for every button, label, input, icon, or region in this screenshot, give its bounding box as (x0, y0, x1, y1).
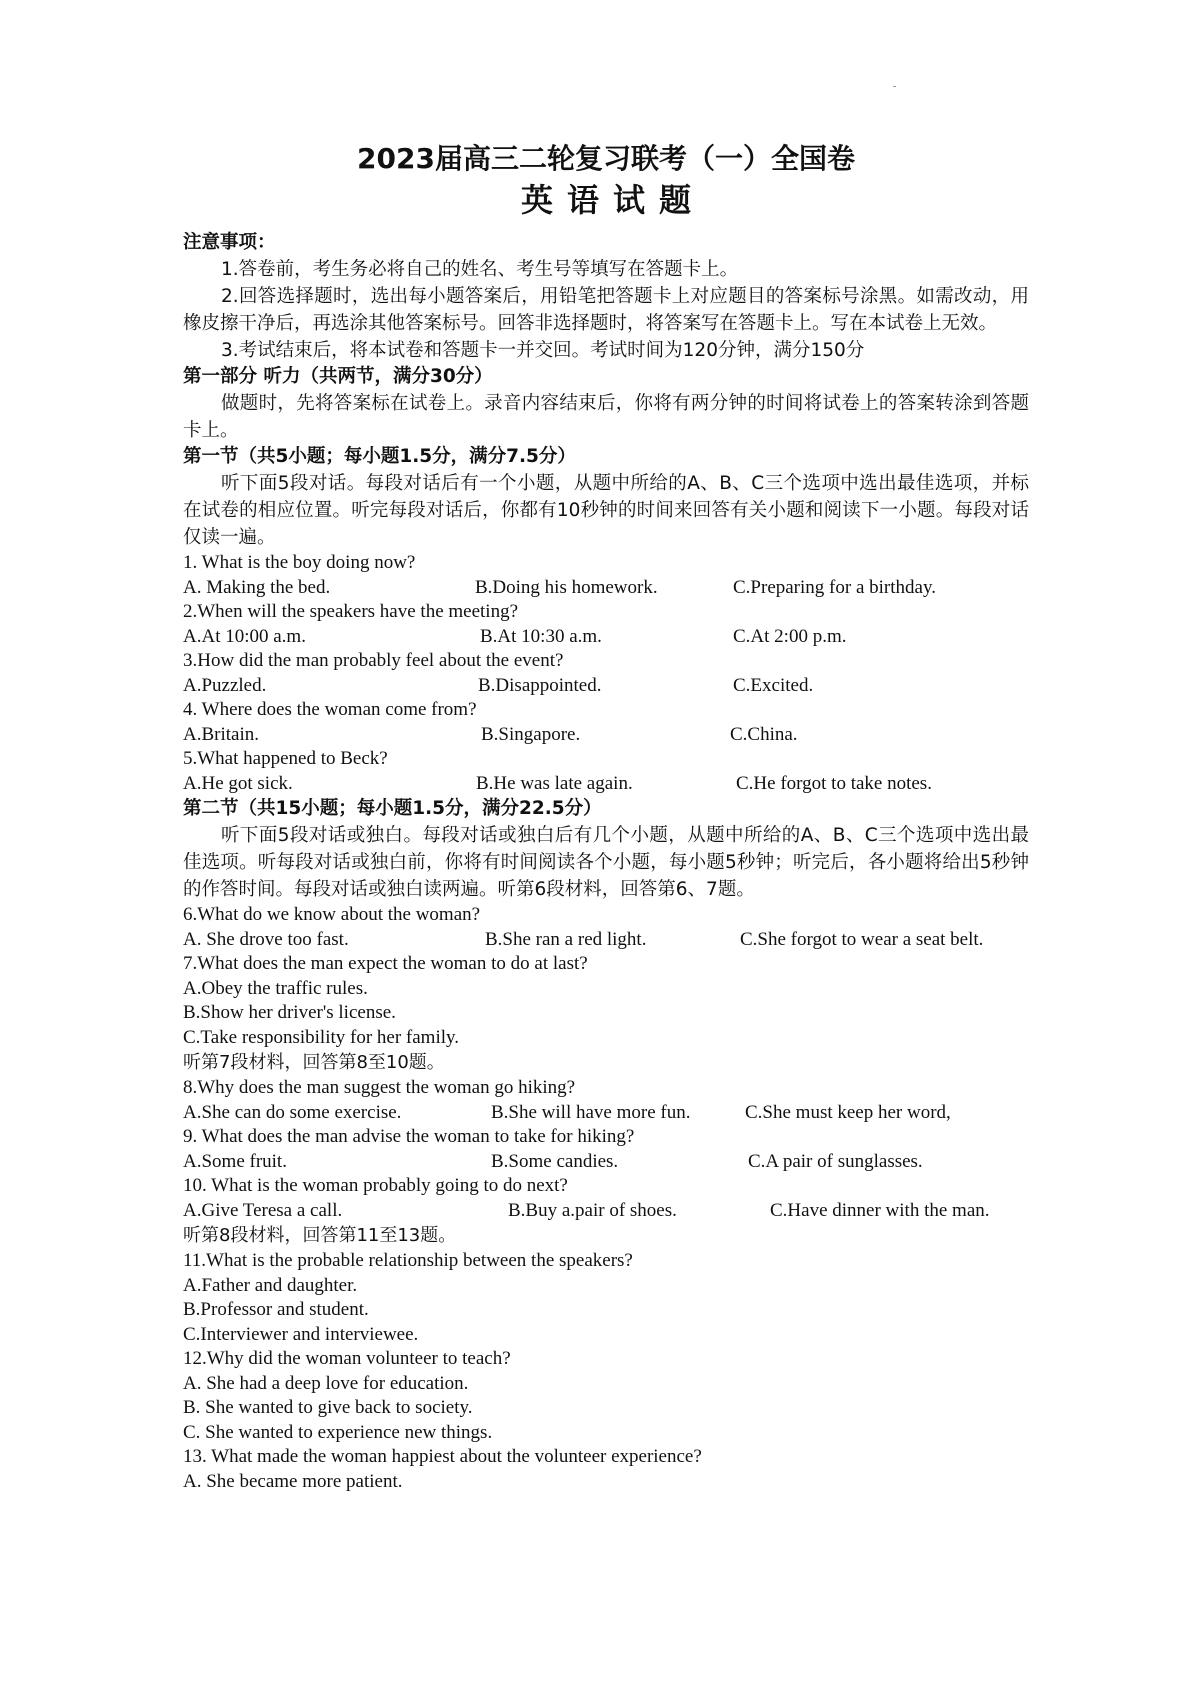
options-10 (183, 1199, 1029, 1224)
options-4 (183, 723, 1029, 748)
option-a: A. She had a deep love for education. (183, 1372, 469, 1394)
section2-intro: 听下面5段对话或独白。每段对话或独白后有几个小题，从题中所给的A、B、C三个选项中选出最佳选项。听每段对话或独白前，你将有时间阅读各个小题，每小题5秒钟；听完后，各小题将给出5秒钟的作答时间。每段对话或独白读两遍。听第6段材料，回答第6、7题。 (183, 825, 1029, 900)
option-c: C.At 2:00 p.m. (733, 625, 847, 647)
option-c: C.China. (730, 723, 798, 745)
material-note-7: 听第7段材料，回答第8至10题。 (183, 1052, 445, 1073)
option-b: B.She will have more fun. (491, 1101, 691, 1123)
notice-heading: 注意事项： (183, 232, 276, 253)
option-a: A. Making the bed. (183, 576, 331, 598)
option-a: A.Father and daughter. (183, 1274, 358, 1296)
option-b: B.Disappointed. (478, 674, 602, 696)
option-c: C.She must keep her word, (745, 1101, 951, 1123)
option-a: A.Obey the traffic rules. (183, 977, 368, 999)
question-8: 8.Why does the man suggest the woman go hiking? (183, 1077, 576, 1098)
option-c: C.He forgot to take notes. (736, 772, 932, 794)
section1-intro: 听下面5段对话。每段对话后有一个小题，从题中所给的A、B、C三个选项中选出最佳选项，并标在试卷的相应位置。听完每段对话后，你都有10秒钟的时间来回答有关小题和阅读下一小题。每段对话仅读一遍。 (183, 473, 1029, 548)
question-9: 9. What does the man advise the woman to take for hiking? (183, 1126, 635, 1147)
option-a: A.She can do some exercise. (183, 1101, 402, 1123)
scan-speck (893, 86, 896, 87)
question-2: 2.When will the speakers have the meeting? (183, 601, 519, 622)
option-c: C.Have dinner with the man. (770, 1199, 990, 1221)
option-a: A.Puzzled. (183, 674, 267, 696)
option-a: A.Give Teresa a call. (183, 1199, 343, 1221)
option-b: B.At 10:30 a.m. (480, 625, 602, 647)
option-b: B.Singapore. (481, 723, 581, 745)
question-6: 6.What do we know about the woman? (183, 904, 481, 925)
question-1: 1. What is the boy doing now? (183, 552, 416, 573)
option-c: C.Excited. (733, 674, 814, 696)
option-b: B.She ran a red light. (485, 928, 647, 950)
question-12: 12.Why did the woman volunteer to teach? (183, 1348, 511, 1369)
options-5 (183, 772, 1029, 797)
exam-title: 2023届高三二轮复习联考（一）全国卷 (357, 142, 855, 175)
section1-heading: 第一节（共5小题；每小题1.5分，满分7.5分） (183, 446, 576, 467)
option-a: A.He got sick. (183, 772, 293, 794)
options-3 (183, 674, 1029, 699)
question-13: 13. What made the woman happiest about the volunteer experience? (183, 1446, 702, 1467)
material-note-8: 听第8段材料，回答第11至13题。 (183, 1225, 457, 1246)
question-10: 10. What is the woman probably going to do next? (183, 1175, 568, 1196)
option-b: B.Buy a.pair of shoes. (508, 1199, 677, 1221)
exam-page (183, 140, 1029, 1494)
option-c: C.Interviewer and interviewee. (183, 1323, 419, 1345)
option-a: A.At 10:00 a.m. (183, 625, 306, 647)
option-c: C.Preparing for a birthday. (733, 576, 936, 598)
question-4: 4. Where does the woman come from? (183, 699, 477, 720)
options-9 (183, 1150, 1029, 1175)
options-1 (183, 576, 1029, 601)
question-5: 5.What happened to Beck? (183, 748, 388, 769)
option-b: B.Doing his homework. (475, 576, 658, 598)
notice-item-3: 3.考试结束后，将本试卷和答题卡一并交回。考试时间为120分钟，满分150分 (221, 340, 865, 361)
notice-item-2: 2.回答选择题时，选出每小题答案后，用铅笔把答题卡上对应题目的答案标号涂黑。如需改动，用橡皮擦干净后，再选涂其他答案标号。回答非选择题时，将答案写在答题卡上。写在本试卷上无效。 (183, 286, 1029, 334)
option-b: B.Some candies. (491, 1150, 619, 1172)
option-b: B.Show her driver's license. (183, 1002, 396, 1023)
section2-heading: 第二节（共15小题；每小题1.5分，满分22.5分） (183, 798, 602, 819)
option-b: B.Professor and student. (183, 1299, 369, 1320)
option-c: C.A pair of sunglasses. (748, 1150, 923, 1172)
option-b: B. She wanted to give back to society. (183, 1397, 473, 1418)
part1-intro: 做题时，先将答案标在试卷上。录音内容结束后，你将有两分钟的时间将试卷上的答案转涂到答题卡上。 (183, 393, 1029, 441)
option-c: C. She wanted to experience new things. (183, 1421, 493, 1443)
option-c: C.Take responsibility for her family. (183, 1026, 460, 1048)
option-a: A.Britain. (183, 723, 259, 745)
part1-heading: 第一部分 听力（共两节，满分30分） (183, 366, 493, 387)
option-a: A. She drove too fast. (183, 928, 349, 950)
question-11: 11.What is the probable relationship between the speakers? (183, 1250, 633, 1271)
options-6 (183, 928, 1029, 953)
options-8 (183, 1101, 1029, 1126)
option-b: B.He was late again. (476, 772, 633, 794)
question-3: 3.How did the man probably feel about the event? (183, 650, 564, 671)
options-2 (183, 625, 1029, 650)
notice-item-1: 1.答卷前，考生务必将自己的姓名、考生号等填写在答题卡上。 (221, 259, 739, 280)
option-a: A. She became more patient. (183, 1470, 403, 1492)
option-c: C.She forgot to wear a seat belt. (740, 928, 984, 950)
question-7: 7.What does the man expect the woman to do at last? (183, 953, 588, 974)
option-a: A.Some fruit. (183, 1150, 287, 1172)
exam-subject: 英语试题 (520, 181, 705, 219)
